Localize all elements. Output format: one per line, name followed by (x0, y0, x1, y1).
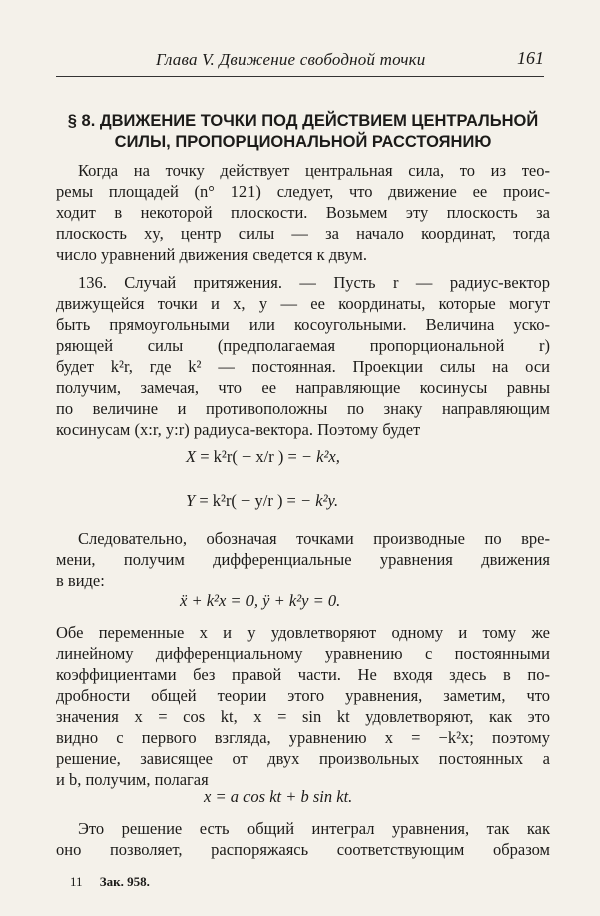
text-line: решение, зависящее от двух произвольных постоянных a (56, 749, 550, 768)
equation-lhs: Y (186, 491, 196, 510)
text-line: видно с первого взгляда, уравнению x = −k²x; поэтому (56, 728, 550, 747)
section-title-line: СИЛЫ, ПРОПОРЦИОНАЛЬНОЙ РАССТОЯНИЮ (114, 133, 492, 151)
text-line: будет k²r, где k² — постоянная. Проекции силы на оси (56, 357, 550, 376)
text-line: ходит в некоторой плоскости. Возьмем эту плоскость за (56, 203, 550, 222)
equation-y-force (186, 490, 338, 512)
equation-middle: = k²r( − x/r ) = (200, 447, 297, 466)
equation-x-force (186, 446, 340, 468)
text-line: по величине и противоположны по знаку направляющим (56, 399, 550, 418)
paragraph-attraction (56, 272, 550, 440)
text-line: ряющей силы (предполагаемая пропорциональной r) (56, 336, 550, 355)
header-rule (56, 76, 544, 77)
text-line: косинусам (x:r, y:r) радиуса-вектора. Поэтому будет (56, 420, 421, 439)
text-line: число уравнений движения сведется к двум. (56, 245, 367, 264)
text-line: значения x = cos kt, x = sin kt удовлетворяют, как это (56, 707, 550, 726)
equation-rhs: − k²x, (300, 447, 340, 466)
text-line: коэффициентами без правой части. Не входя здесь в по- (56, 665, 550, 684)
text-line: оно позволяет, распоряжаясь соответствующим образом (56, 840, 550, 859)
signature-number: 11 (70, 874, 83, 889)
text-line: дробности общей теории этого уравнения, заметим, что (56, 686, 550, 705)
page-number: 161 (517, 48, 544, 68)
equation-rhs: − k²y. (300, 491, 339, 510)
text-line: движущейся точки и x, y — ее координаты, которые могут (56, 294, 550, 313)
section-title-line: § 8. ДВИЖЕНИЕ ТОЧКИ ПОД ДЕЙСТВИЕМ ЦЕНТРАЛЬНОЙ (67, 112, 539, 130)
text-line: линейному дифференциальному уравнению с постоянными (56, 644, 550, 663)
text-line: быть прямоугольными или косоугольными. Величина уско- (56, 315, 550, 334)
text-line: и b, получим, полагая (56, 770, 209, 789)
equation-lhs: X (186, 447, 197, 466)
paragraph-solution (56, 622, 550, 790)
text-line: 136. Случай притяжения. — Пусть r — радиус-вектор (78, 273, 550, 292)
order-number: Зак. 958. (99, 874, 150, 889)
text-line: плоскость xy, центр силы — за начало координат, тогда (56, 224, 550, 243)
text-line: Следовательно, обозначая точками производные по вре- (78, 529, 550, 548)
printer-signature (70, 874, 150, 890)
running-header (56, 50, 544, 74)
paragraph-general-integral (56, 818, 550, 860)
text-line: Это решение есть общий интеграл уравнения, так как (78, 819, 550, 838)
section-title (56, 111, 550, 153)
text-line: Обе переменные x и y удовлетворяют одному и тому же (56, 623, 550, 642)
text-line: Когда на точку действует центральная сила, то из тео- (78, 161, 550, 180)
text-line: в виде: (56, 571, 105, 590)
equation-middle: = k²r( − y/r ) = (199, 491, 296, 510)
equation-differential: ẍ + k²x = 0, ÿ + k²y = 0. (180, 591, 341, 610)
text-line: получим, замечая, что ее направляющие косинусы равны (56, 378, 550, 397)
paragraph-intro (56, 160, 550, 265)
paragraph-consequently (56, 528, 550, 591)
chapter-title: Глава V. Движение свободной точки (156, 50, 426, 69)
text-line: мени, получим дифференциальные уравнения движения (56, 550, 550, 569)
equation-general-solution: x = a cos kt + b sin kt. (204, 787, 353, 806)
text-line: ремы площадей (n° 121) следует, что движение ее проис- (56, 182, 550, 201)
